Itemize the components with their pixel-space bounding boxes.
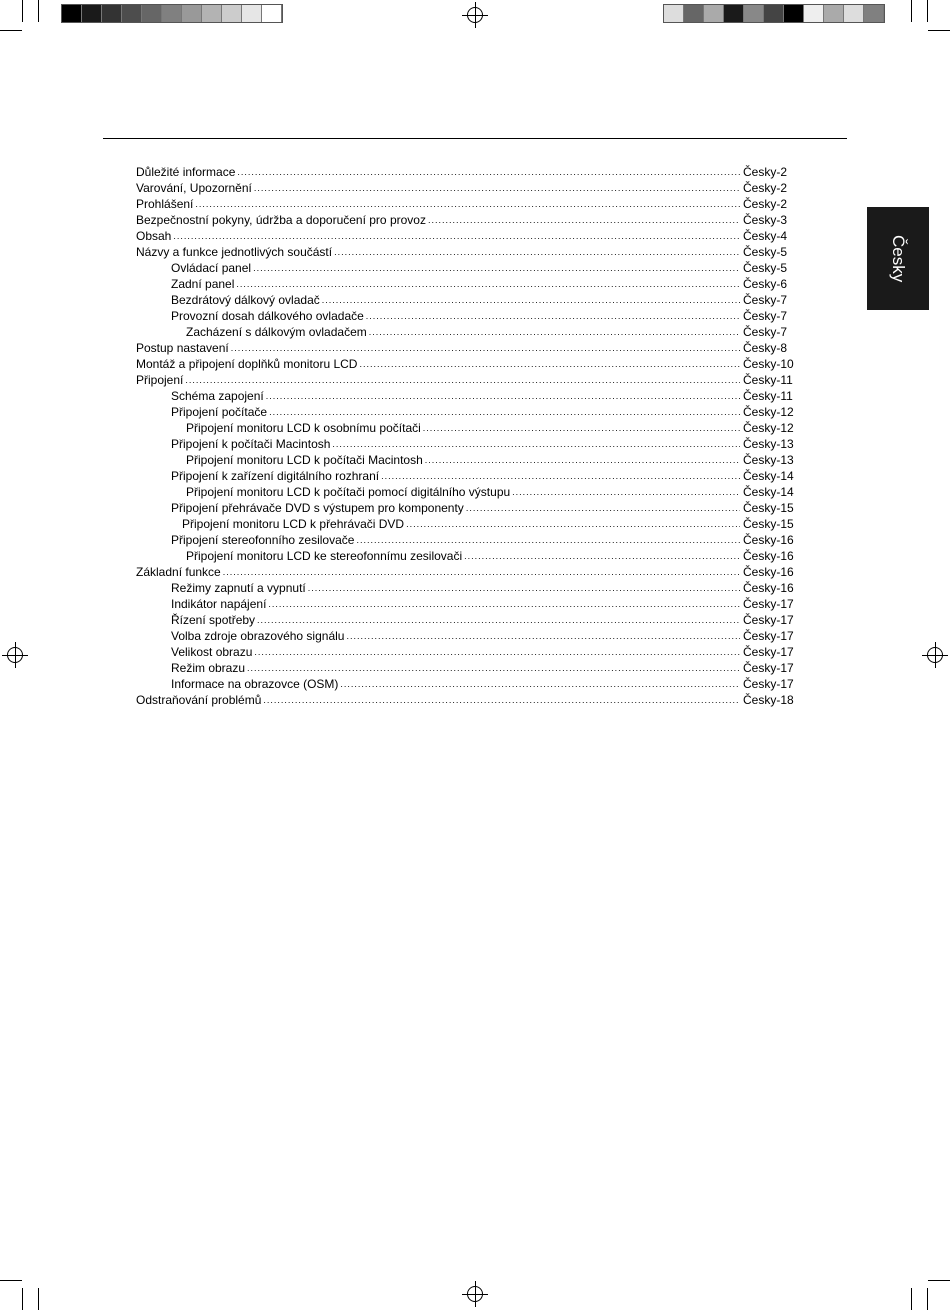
crop-mark [0, 1280, 22, 1281]
registration-mark-icon [927, 647, 943, 663]
dot-leader [195, 196, 740, 212]
toc-entry-page: Česky-6 [743, 277, 788, 291]
toc-entry[interactable] [136, 324, 799, 340]
toc-entry-title: Připojení počítače [171, 405, 268, 419]
toc-entry[interactable] [136, 340, 799, 356]
dot-leader [322, 292, 740, 308]
toc-entry[interactable] [136, 388, 799, 404]
color-swatch [704, 5, 724, 22]
toc-entry-title: Bezpečnostní pokyny, údržba a doporučení pro provoz [136, 213, 426, 227]
toc-entry-title: Připojení k zařízení digitálního rozhraní [171, 469, 380, 483]
dot-leader [263, 692, 740, 708]
toc-entry-title: Ovládací panel [171, 261, 252, 275]
toc-entry-title: Provozní dosah dálkového ovladače [171, 309, 364, 323]
toc-entry-page: Česky-7 [743, 325, 788, 339]
toc-entry-page: Česky-16 [743, 581, 794, 595]
color-calibration-bar-right [663, 4, 885, 23]
toc-entry-page: Česky-18 [743, 693, 794, 707]
toc-entry-title: Připojení monitoru LCD k počítači Macintosh [186, 453, 423, 467]
toc-entry-title: Připojení přehrávače DVD s výstupem pro komponenty [171, 501, 464, 515]
color-swatch [182, 5, 202, 22]
toc-entry[interactable] [136, 196, 799, 212]
toc-entry[interactable] [136, 356, 799, 372]
dot-leader [269, 404, 740, 420]
toc-entry[interactable] [136, 372, 799, 388]
color-swatch [804, 5, 824, 22]
color-swatch [824, 5, 844, 22]
color-swatch [844, 5, 864, 22]
toc-entry[interactable] [136, 516, 799, 532]
toc-entry[interactable] [136, 436, 799, 452]
color-swatch [744, 5, 764, 22]
color-swatch [724, 5, 744, 22]
color-swatch [784, 5, 804, 22]
toc-entry-page: Česky-13 [743, 437, 794, 451]
dot-leader [466, 500, 740, 516]
color-swatch [864, 5, 884, 22]
color-swatch [764, 5, 784, 22]
toc-entry[interactable] [136, 180, 799, 196]
toc-entry-page: Česky-4 [743, 229, 788, 243]
toc-entry-title: Připojení k počítači Macintosh [171, 437, 331, 451]
dot-leader [366, 308, 740, 324]
toc-entry-page: Česky-15 [743, 517, 794, 531]
toc-entry[interactable] [136, 292, 799, 308]
toc-entry-page: Česky-16 [743, 565, 794, 579]
toc-entry-title: Připojení stereofonního zesilovače [171, 533, 355, 547]
color-calibration-bar-left [61, 4, 283, 23]
toc-entry-page: Česky-17 [743, 597, 794, 611]
color-swatch [122, 5, 142, 22]
dot-leader [237, 164, 740, 180]
toc-entry-title: Režim obrazu [171, 661, 246, 675]
toc-entry-page: Česky-17 [743, 613, 794, 627]
toc-entry-title: Montáž a připojení doplňků monitoru LCD [136, 357, 358, 371]
toc-entry-title: Bezdrátový dálkový ovladač [171, 293, 320, 307]
dot-leader [428, 212, 740, 228]
toc-entry-title: Obsah [136, 229, 172, 243]
color-swatch [202, 5, 222, 22]
toc-entry-title: Zacházení s dálkovým ovladačem [186, 325, 367, 339]
toc-entry-page: Česky-12 [743, 405, 794, 419]
crop-mark [911, 1288, 912, 1310]
dot-leader [369, 324, 740, 340]
crop-mark [22, 1288, 23, 1310]
dot-leader [332, 436, 740, 452]
toc-entry[interactable] [136, 644, 799, 660]
toc-entry-title: Schéma zapojení [171, 389, 264, 403]
toc-entry[interactable] [136, 676, 799, 692]
toc-entry-page: Česky-16 [743, 533, 794, 547]
toc-entry-page: Česky-2 [743, 197, 788, 211]
toc-entry[interactable] [136, 420, 799, 436]
toc-entry-title: Prohlášení [136, 197, 194, 211]
toc-entry[interactable] [136, 564, 799, 580]
toc-entry-page: Česky-2 [743, 165, 788, 179]
toc-entry-title: Odstraňování problémů [136, 693, 262, 707]
crop-mark [38, 1288, 39, 1310]
toc-entry-title: Připojení [136, 373, 184, 387]
dot-leader [346, 628, 740, 644]
toc-entry-title: Připojení monitoru LCD k počítači pomocí digitálního výstupu [186, 485, 511, 499]
dot-leader [340, 676, 740, 692]
crop-mark [911, 0, 912, 22]
color-swatch [222, 5, 242, 22]
dot-leader [173, 228, 740, 244]
dot-leader [359, 356, 740, 372]
toc-entry[interactable] [136, 468, 799, 484]
dot-leader [406, 516, 740, 532]
toc-entry-page: Česky-11 [743, 389, 793, 403]
color-swatch [162, 5, 182, 22]
toc-entry-title: Připojení monitoru LCD k přehrávači DVD [182, 517, 405, 531]
toc-entry[interactable] [136, 548, 799, 564]
toc-entry-page: Česky-14 [743, 469, 794, 483]
toc-entry-page: Česky-17 [743, 661, 794, 675]
toc-entry-page: Česky-5 [743, 261, 788, 275]
language-tab [867, 207, 929, 310]
color-swatch [664, 5, 684, 22]
crop-mark [0, 30, 22, 31]
toc-entry-title: Základní funkce [136, 565, 221, 579]
toc-entry-title: Informace na obrazovce (OSM) [171, 677, 339, 691]
toc-entry-page: Česky-10 [743, 357, 794, 371]
dot-leader [423, 420, 740, 436]
crop-mark [38, 0, 39, 22]
toc-entry[interactable] [136, 692, 799, 708]
crop-mark [22, 0, 23, 22]
color-swatch [242, 5, 262, 22]
toc-entry[interactable] [136, 404, 799, 420]
language-tab-label: Česky [889, 234, 908, 283]
toc-entry-title: Indikátor napájení [171, 597, 267, 611]
toc-entry-page: Česky-7 [743, 309, 788, 323]
toc-entry-page: Česky-11 [743, 373, 793, 387]
crop-mark [928, 30, 950, 31]
toc-entry-page: Česky-12 [743, 421, 794, 435]
toc-entry-title: Zadní panel [171, 277, 235, 291]
toc-entry-page: Česky-13 [743, 453, 794, 467]
color-swatch [62, 5, 82, 22]
dot-leader [464, 548, 740, 564]
toc-entry[interactable] [136, 660, 799, 676]
color-swatch [82, 5, 102, 22]
color-swatch [262, 5, 282, 22]
toc-entry-page: Česky-14 [743, 485, 794, 499]
table-of-contents [136, 164, 799, 708]
toc-entry-title: Připojení monitoru LCD ke stereofonnímu zesilovači [186, 549, 463, 563]
toc-entry-page: Česky-7 [743, 293, 788, 307]
toc-entry[interactable] [136, 212, 799, 228]
crop-mark [928, 1280, 950, 1281]
toc-entry[interactable] [136, 452, 799, 468]
toc-entry[interactable] [136, 244, 799, 260]
header-rule [103, 138, 847, 139]
toc-entry-page: Česky-8 [743, 341, 788, 355]
toc-entry-title: Volba zdroje obrazového signálu [171, 629, 345, 643]
dot-leader [253, 260, 740, 276]
toc-entry-title: Režimy zapnutí a vypnutí [171, 581, 306, 595]
toc-entry[interactable] [136, 484, 799, 500]
toc-entry-page: Česky-3 [743, 213, 788, 227]
toc-entry[interactable] [136, 628, 799, 644]
registration-mark-icon [7, 647, 23, 663]
dot-leader [254, 644, 740, 660]
toc-entry[interactable] [136, 596, 799, 612]
toc-entry[interactable] [136, 580, 799, 596]
toc-entry-page: Česky-17 [743, 677, 794, 691]
toc-entry[interactable] [136, 308, 799, 324]
toc-entry[interactable] [136, 276, 799, 292]
color-swatch [684, 5, 704, 22]
toc-entry-page: Česky-5 [743, 245, 788, 259]
color-swatch [102, 5, 122, 22]
dot-leader [308, 580, 740, 596]
toc-entry[interactable] [136, 164, 799, 180]
registration-mark-icon [467, 1286, 483, 1302]
toc-entry[interactable] [136, 228, 799, 244]
dot-leader [425, 452, 740, 468]
dot-leader [356, 532, 740, 548]
dot-leader [381, 468, 740, 484]
toc-entry-page: Česky-17 [743, 629, 794, 643]
toc-entry-page: Česky-17 [743, 645, 794, 659]
crop-mark [927, 0, 928, 22]
toc-entry-title: Postup nastavení [136, 341, 229, 355]
toc-entry-title: Velikost obrazu [171, 645, 253, 659]
toc-entry-title: Řízení spotřeby [171, 613, 256, 627]
toc-entry-page: Česky-15 [743, 501, 794, 515]
toc-entry[interactable] [136, 260, 799, 276]
crop-mark [927, 1288, 928, 1310]
dot-leader [268, 596, 740, 612]
toc-entry-page: Česky-2 [743, 181, 788, 195]
dot-leader [185, 372, 740, 388]
dot-leader [247, 660, 740, 676]
dot-leader [266, 388, 740, 404]
dot-leader [257, 612, 740, 628]
toc-entry-page: Česky-16 [743, 549, 794, 563]
dot-leader [334, 244, 740, 260]
toc-entry[interactable] [136, 532, 799, 548]
dot-leader [512, 484, 740, 500]
dot-leader [223, 564, 740, 580]
toc-entry[interactable] [136, 500, 799, 516]
toc-entry[interactable] [136, 612, 799, 628]
toc-entry-title: Varování, Upozornění [136, 181, 252, 195]
dot-leader [231, 340, 740, 356]
toc-entry-title: Důležité informace [136, 165, 236, 179]
registration-mark-icon [467, 7, 483, 23]
dot-leader [254, 180, 740, 196]
toc-entry-title: Názvy a funkce jednotlivých součástí [136, 245, 333, 259]
toc-entry-title: Připojení monitoru LCD k osobnímu počítači [186, 421, 421, 435]
dot-leader [236, 276, 740, 292]
color-swatch [142, 5, 162, 22]
